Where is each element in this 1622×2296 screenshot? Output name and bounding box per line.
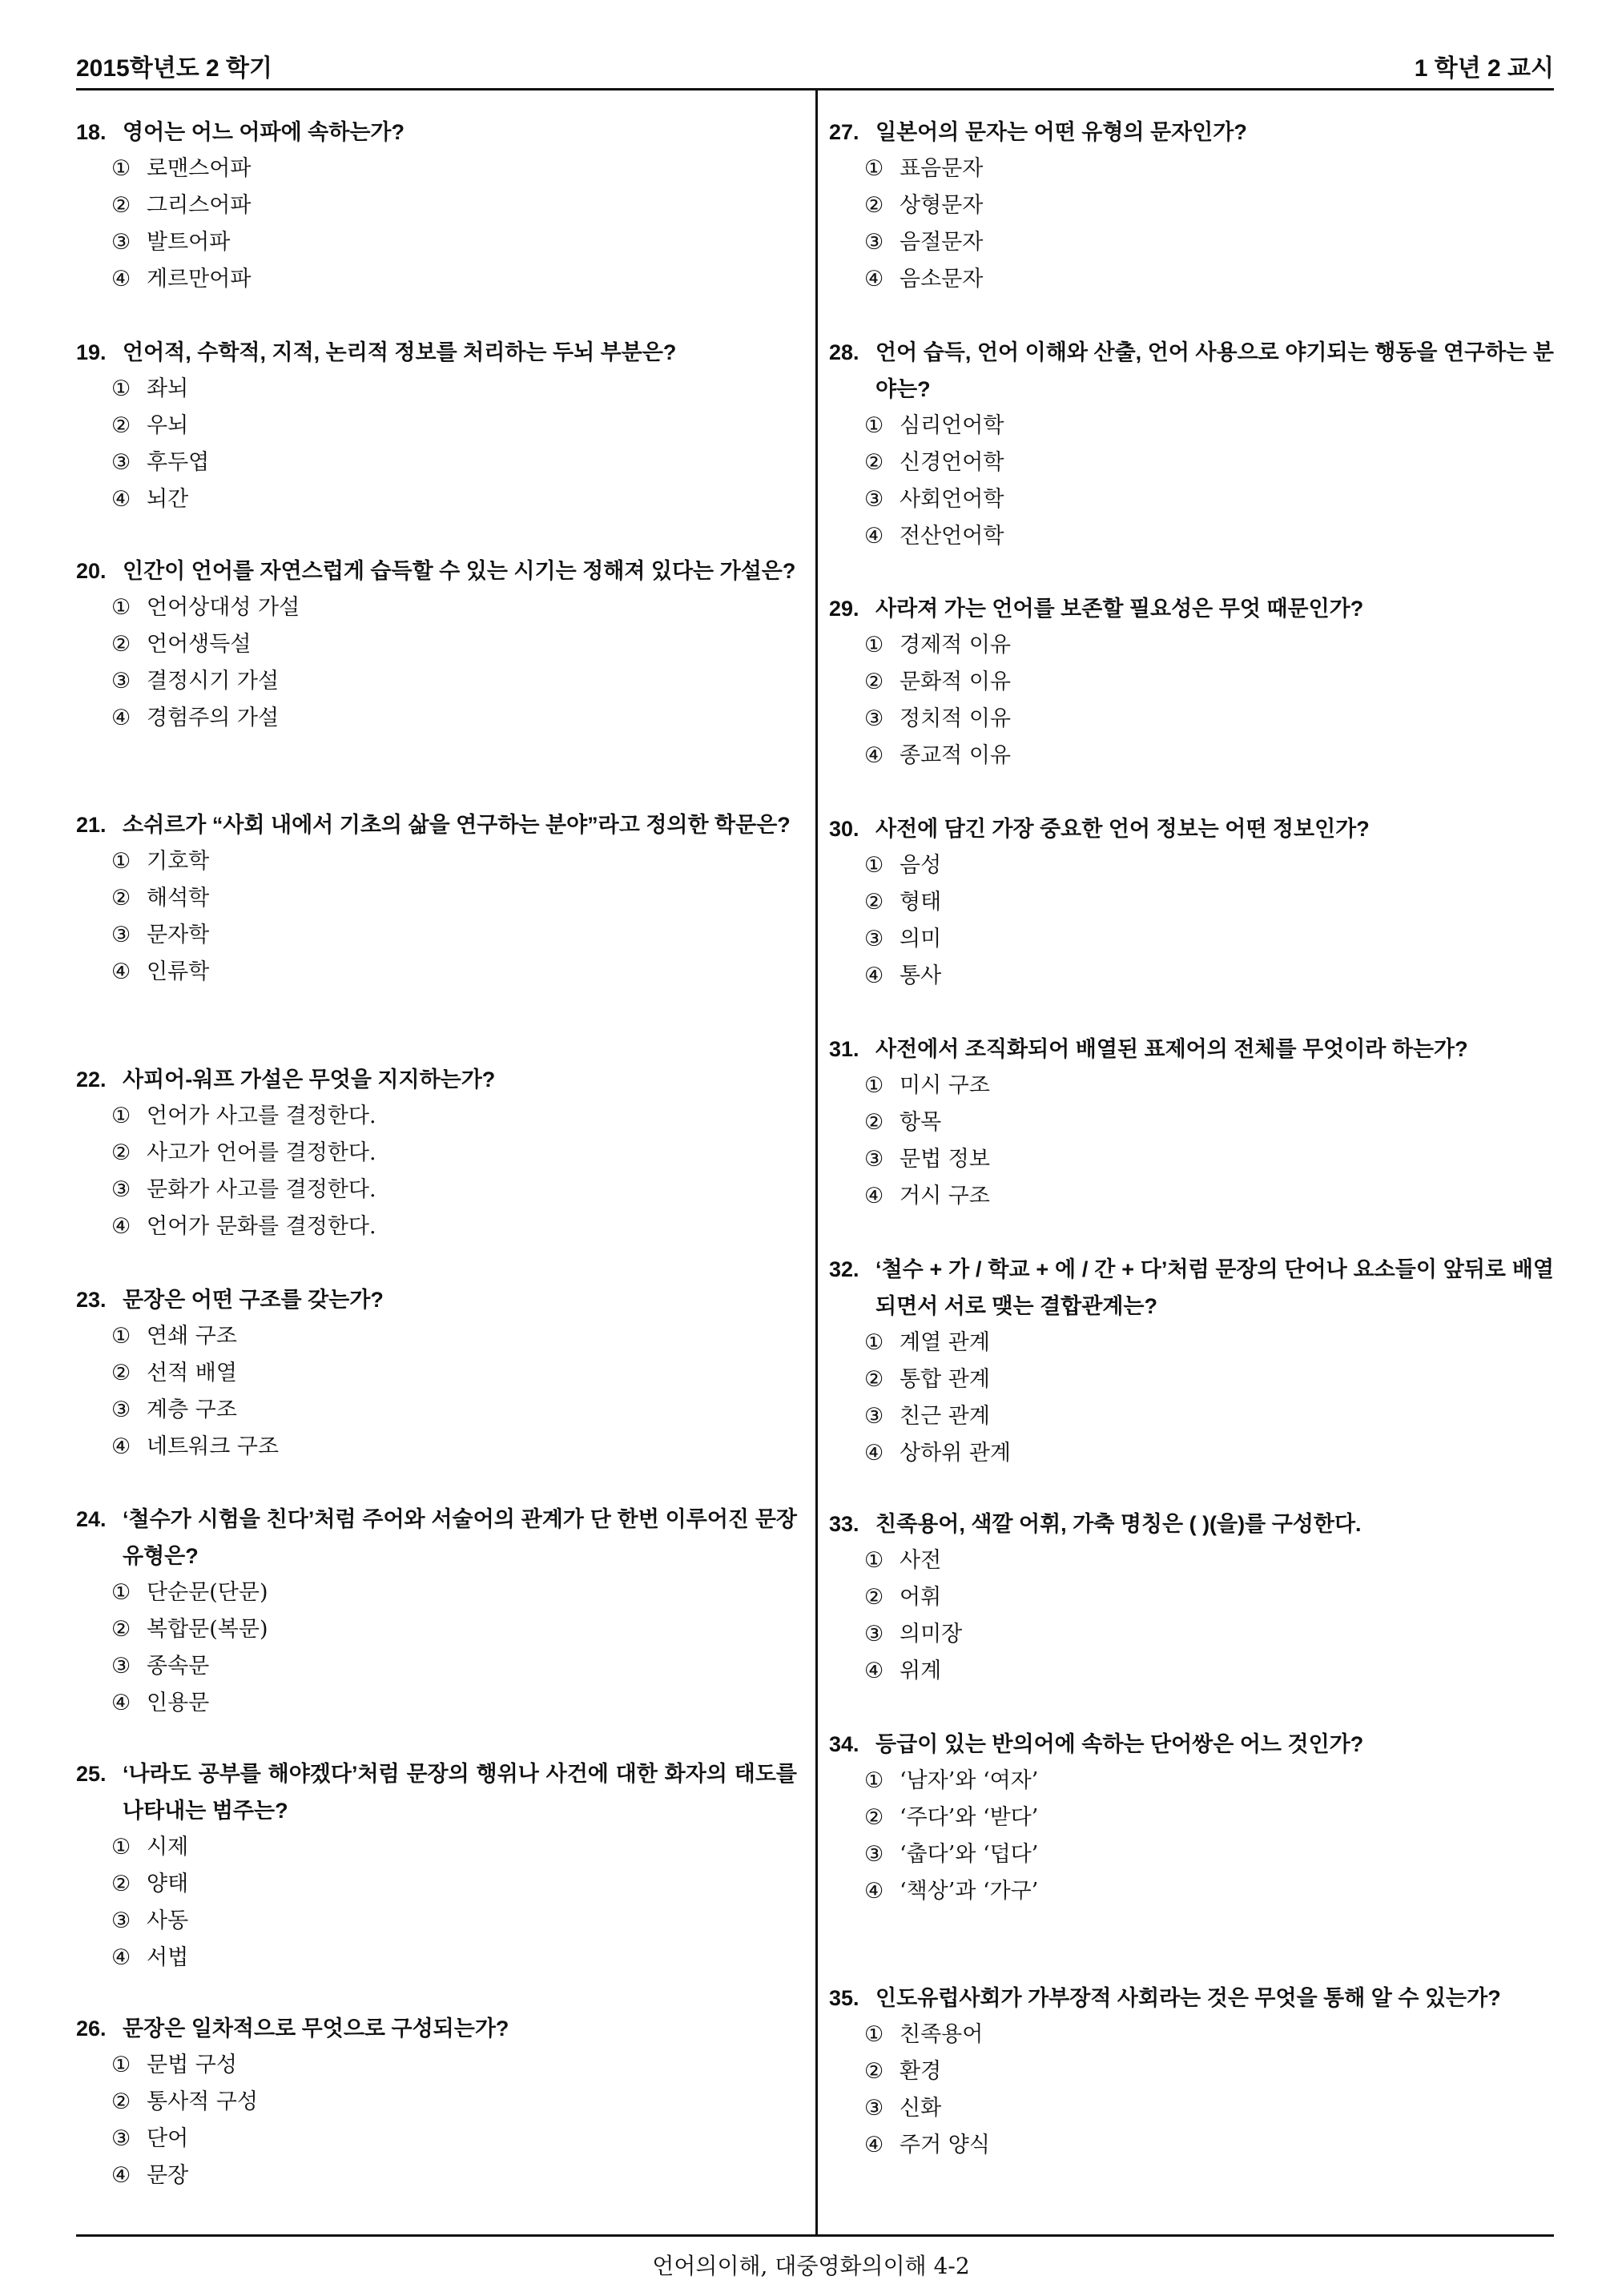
option-1[interactable]: ① 심리언어학: [864, 413, 1004, 438]
option-3[interactable]: ③ 문화가 사고를 결정한다.: [111, 1177, 376, 1202]
option-3[interactable]: ③ 음절문자: [864, 230, 984, 255]
option-1[interactable]: ① 음성: [864, 853, 942, 878]
column-divider: [815, 90, 818, 2235]
option-1[interactable]: ① 문법 구성: [111, 2053, 237, 2077]
option-4[interactable]: ④ 인용문: [111, 1691, 210, 1715]
option-3[interactable]: ③ ‘춥다’와 ‘덥다’: [864, 1842, 1039, 1867]
option-2[interactable]: ② 통합 관계: [864, 1367, 990, 1392]
option-4[interactable]: ④ 네트워크 구조: [111, 1434, 280, 1459]
option-1[interactable]: ① 친족용어: [864, 2022, 984, 2047]
option-3[interactable]: ③ 신화: [864, 2096, 942, 2121]
option-4[interactable]: ④ ‘책상’과 ‘가구’: [864, 1879, 1039, 1904]
option-2[interactable]: ② 양태: [111, 1872, 189, 1896]
question-text: 30. 사전에 담긴 가장 중요한 언어 정보는 어떤 정보인가?: [829, 817, 1370, 841]
option-1[interactable]: ① 언어상대성 가설: [111, 595, 300, 620]
option-4[interactable]: ④ 거시 구조: [864, 1184, 990, 1208]
option-4[interactable]: ④ 언어가 문화를 결정한다.: [111, 1214, 376, 1239]
question-33: [829, 1506, 1554, 1690]
option-1[interactable]: ① 좌뇌: [111, 376, 189, 401]
question-22: [76, 1061, 797, 1245]
option-3[interactable]: ③ 결정시기 가설: [111, 669, 280, 694]
question-32: [829, 1251, 1554, 1472]
option-1[interactable]: ① 미시 구조: [864, 1073, 990, 1098]
option-1[interactable]: ① ‘남자’와 ‘여자’: [864, 1768, 1039, 1793]
option-3[interactable]: ③ 사회언어학: [864, 487, 1004, 512]
question-text: 32. ‘철수 + 가 / 학교 + 에 / 간 + 다’처럼 문장의 단어나 요소들이 앞뒤로 배열되면서 서로 맺는 결합관계는?: [829, 1257, 1554, 1318]
option-1[interactable]: ① 기호학: [111, 849, 210, 874]
option-3[interactable]: ③ 종속문: [111, 1654, 210, 1679]
question-text: 29. 사라져 가는 언어를 보존할 필요성은 무엇 때문인가?: [829, 597, 1364, 621]
option-4[interactable]: ④ 상하위 관계: [864, 1441, 1011, 1466]
option-4[interactable]: ④ 통사: [864, 963, 942, 988]
option-4[interactable]: ④ 전산언어학: [864, 524, 1004, 549]
question-text: 27. 일본어의 문자는 어떤 유형의 문자인가?: [829, 120, 1247, 144]
semester-label: 2015학년도 2 학기: [76, 55, 272, 82]
question-text: 26. 문장은 일차적으로 무엇으로 구성되는가?: [76, 2017, 509, 2041]
option-3[interactable]: ③ 계층 구조: [111, 1397, 237, 1422]
option-3[interactable]: ③ 사동: [111, 1908, 189, 1933]
question-text: 25. ‘나라도 공부를 해야겠다’처럼 문장의 행위나 사건에 대한 화자의 태도를 나타내는 범주는?: [76, 1762, 797, 1823]
page-footer: 언어의이해, 대중영화의이해 4-2: [652, 2253, 970, 2279]
question-20: [76, 553, 797, 737]
option-3[interactable]: ③ 문자학: [111, 923, 210, 947]
option-4[interactable]: ④ 게르만어파: [111, 267, 252, 292]
option-1[interactable]: ① 단순문(단문): [111, 1580, 268, 1605]
question-30: [829, 810, 1554, 995]
option-2[interactable]: ② 통사적 구성: [111, 2089, 258, 2114]
option-4[interactable]: ④ 뇌간: [111, 487, 189, 512]
option-2[interactable]: ② 신경언어학: [864, 450, 1004, 475]
option-1[interactable]: ① 경제적 이유: [864, 633, 1011, 657]
question-text: 24. ‘철수가 시험을 친다’처럼 주어와 서술어의 관계가 단 한번 이루어진 문장 유형은?: [76, 1507, 797, 1568]
option-2[interactable]: ② 복합문(복문): [111, 1617, 268, 1642]
option-4[interactable]: ④ 문장: [111, 2163, 189, 2188]
question-26: [76, 2010, 797, 2194]
question-35: [829, 1980, 1554, 2164]
option-1[interactable]: ① 연쇄 구조: [111, 1324, 237, 1349]
grade-period-label: 1 학년 2 교시: [1414, 55, 1554, 82]
question-34: [829, 1726, 1554, 1910]
question-text: 22. 사피어-워프 가설은 무엇을 지지하는가?: [76, 1068, 496, 1092]
option-3[interactable]: ③ 의미장: [864, 1622, 963, 1647]
option-2[interactable]: ② 선적 배열: [111, 1361, 237, 1385]
option-3[interactable]: ③ 친근 관계: [864, 1404, 990, 1429]
option-3[interactable]: ③ 단어: [111, 2126, 189, 2151]
option-2[interactable]: ② 해석학: [111, 886, 210, 911]
option-3[interactable]: ③ 의미: [864, 927, 942, 951]
question-23: [76, 1281, 797, 1466]
option-2[interactable]: ② ‘주다’와 ‘받다’: [864, 1805, 1039, 1830]
question-text: 20. 인간이 언어를 자연스럽게 습득할 수 있는 시기는 정해져 있다는 가설은?: [76, 559, 796, 583]
option-1[interactable]: ① 로맨스어파: [111, 156, 252, 181]
option-4[interactable]: ④ 위계: [864, 1659, 942, 1683]
question-25: [76, 1755, 797, 1976]
option-4[interactable]: ④ 종교적 이유: [864, 743, 1011, 768]
question-21: [76, 806, 797, 991]
question-27: [829, 114, 1554, 298]
question-text: 31. 사전에서 조직화되어 배열된 표제어의 전체를 무엇이라 하는가?: [829, 1037, 1468, 1061]
option-2[interactable]: ② 문화적 이유: [864, 669, 1011, 694]
question-text: 35. 인도유럽사회가 가부장적 사회라는 것은 무엇을 통해 알 수 있는가?: [829, 1986, 1501, 2010]
question-text: 23. 문장은 어떤 구조를 갖는가?: [76, 1288, 384, 1312]
question-28: [829, 334, 1554, 555]
option-1[interactable]: ① 계열 관계: [864, 1330, 990, 1355]
question-text: 34. 등급이 있는 반의어에 속하는 단어쌍은 어느 것인가?: [829, 1732, 1364, 1756]
option-1[interactable]: ① 사전: [864, 1548, 942, 1573]
option-2[interactable]: ② 사고가 언어를 결정한다.: [111, 1140, 376, 1165]
option-2[interactable]: ② 어휘: [864, 1585, 942, 1610]
option-2[interactable]: ② 우뇌: [111, 413, 189, 438]
footer-rule: [76, 2234, 1554, 2237]
question-text: 21. 소쉬르가 “사회 내에서 기초의 삶을 연구하는 분야”라고 정의한 학문은?: [76, 813, 791, 837]
option-2[interactable]: ② 그리스어파: [111, 193, 252, 218]
question-text: 28. 언어 습득, 언어 이해와 산출, 언어 사용으로 야기되는 행동을 연구하는 분야는?: [829, 340, 1554, 401]
question-24: [76, 1501, 797, 1722]
question-text: 18. 영어는 어느 어파에 속하는가?: [76, 120, 404, 144]
option-3[interactable]: ③ 발트어파: [111, 230, 231, 255]
question-29: [829, 590, 1554, 774]
question-19: [76, 334, 797, 518]
option-1[interactable]: ① 표음문자: [864, 156, 984, 181]
option-3[interactable]: ③ 정치적 이유: [864, 706, 1011, 731]
option-4[interactable]: ④ 서법: [111, 1945, 189, 1970]
option-1[interactable]: ① 언어가 사고를 결정한다.: [111, 1104, 376, 1128]
option-4[interactable]: ④ 음소문자: [864, 267, 984, 292]
option-4[interactable]: ④ 주거 양식: [864, 2133, 990, 2157]
option-4[interactable]: ④ 인류학: [111, 959, 210, 984]
option-3[interactable]: ③ 문법 정보: [864, 1147, 990, 1172]
option-2[interactable]: ② 형태: [864, 890, 942, 915]
question-18: [76, 114, 797, 298]
question-text: 33. 친족용어, 색깔 어휘, 가축 명칭은 ( )(을)를 구성한다.: [829, 1512, 1362, 1536]
option-4[interactable]: ④ 경험주의 가설: [111, 706, 280, 730]
exam-header: [76, 48, 1554, 86]
option-2[interactable]: ② 언어생득설: [111, 632, 252, 657]
option-1[interactable]: ① 시제: [111, 1835, 189, 1860]
option-3[interactable]: ③ 후두엽: [111, 450, 210, 475]
option-2[interactable]: ② 상형문자: [864, 193, 984, 218]
question-text: 19. 언어적, 수학적, 지적, 논리적 정보를 처리하는 두뇌 부분은?: [76, 340, 677, 364]
question-31: [829, 1031, 1554, 1215]
option-2[interactable]: ② 환경: [864, 2059, 942, 2084]
option-2[interactable]: ② 항목: [864, 1110, 942, 1135]
